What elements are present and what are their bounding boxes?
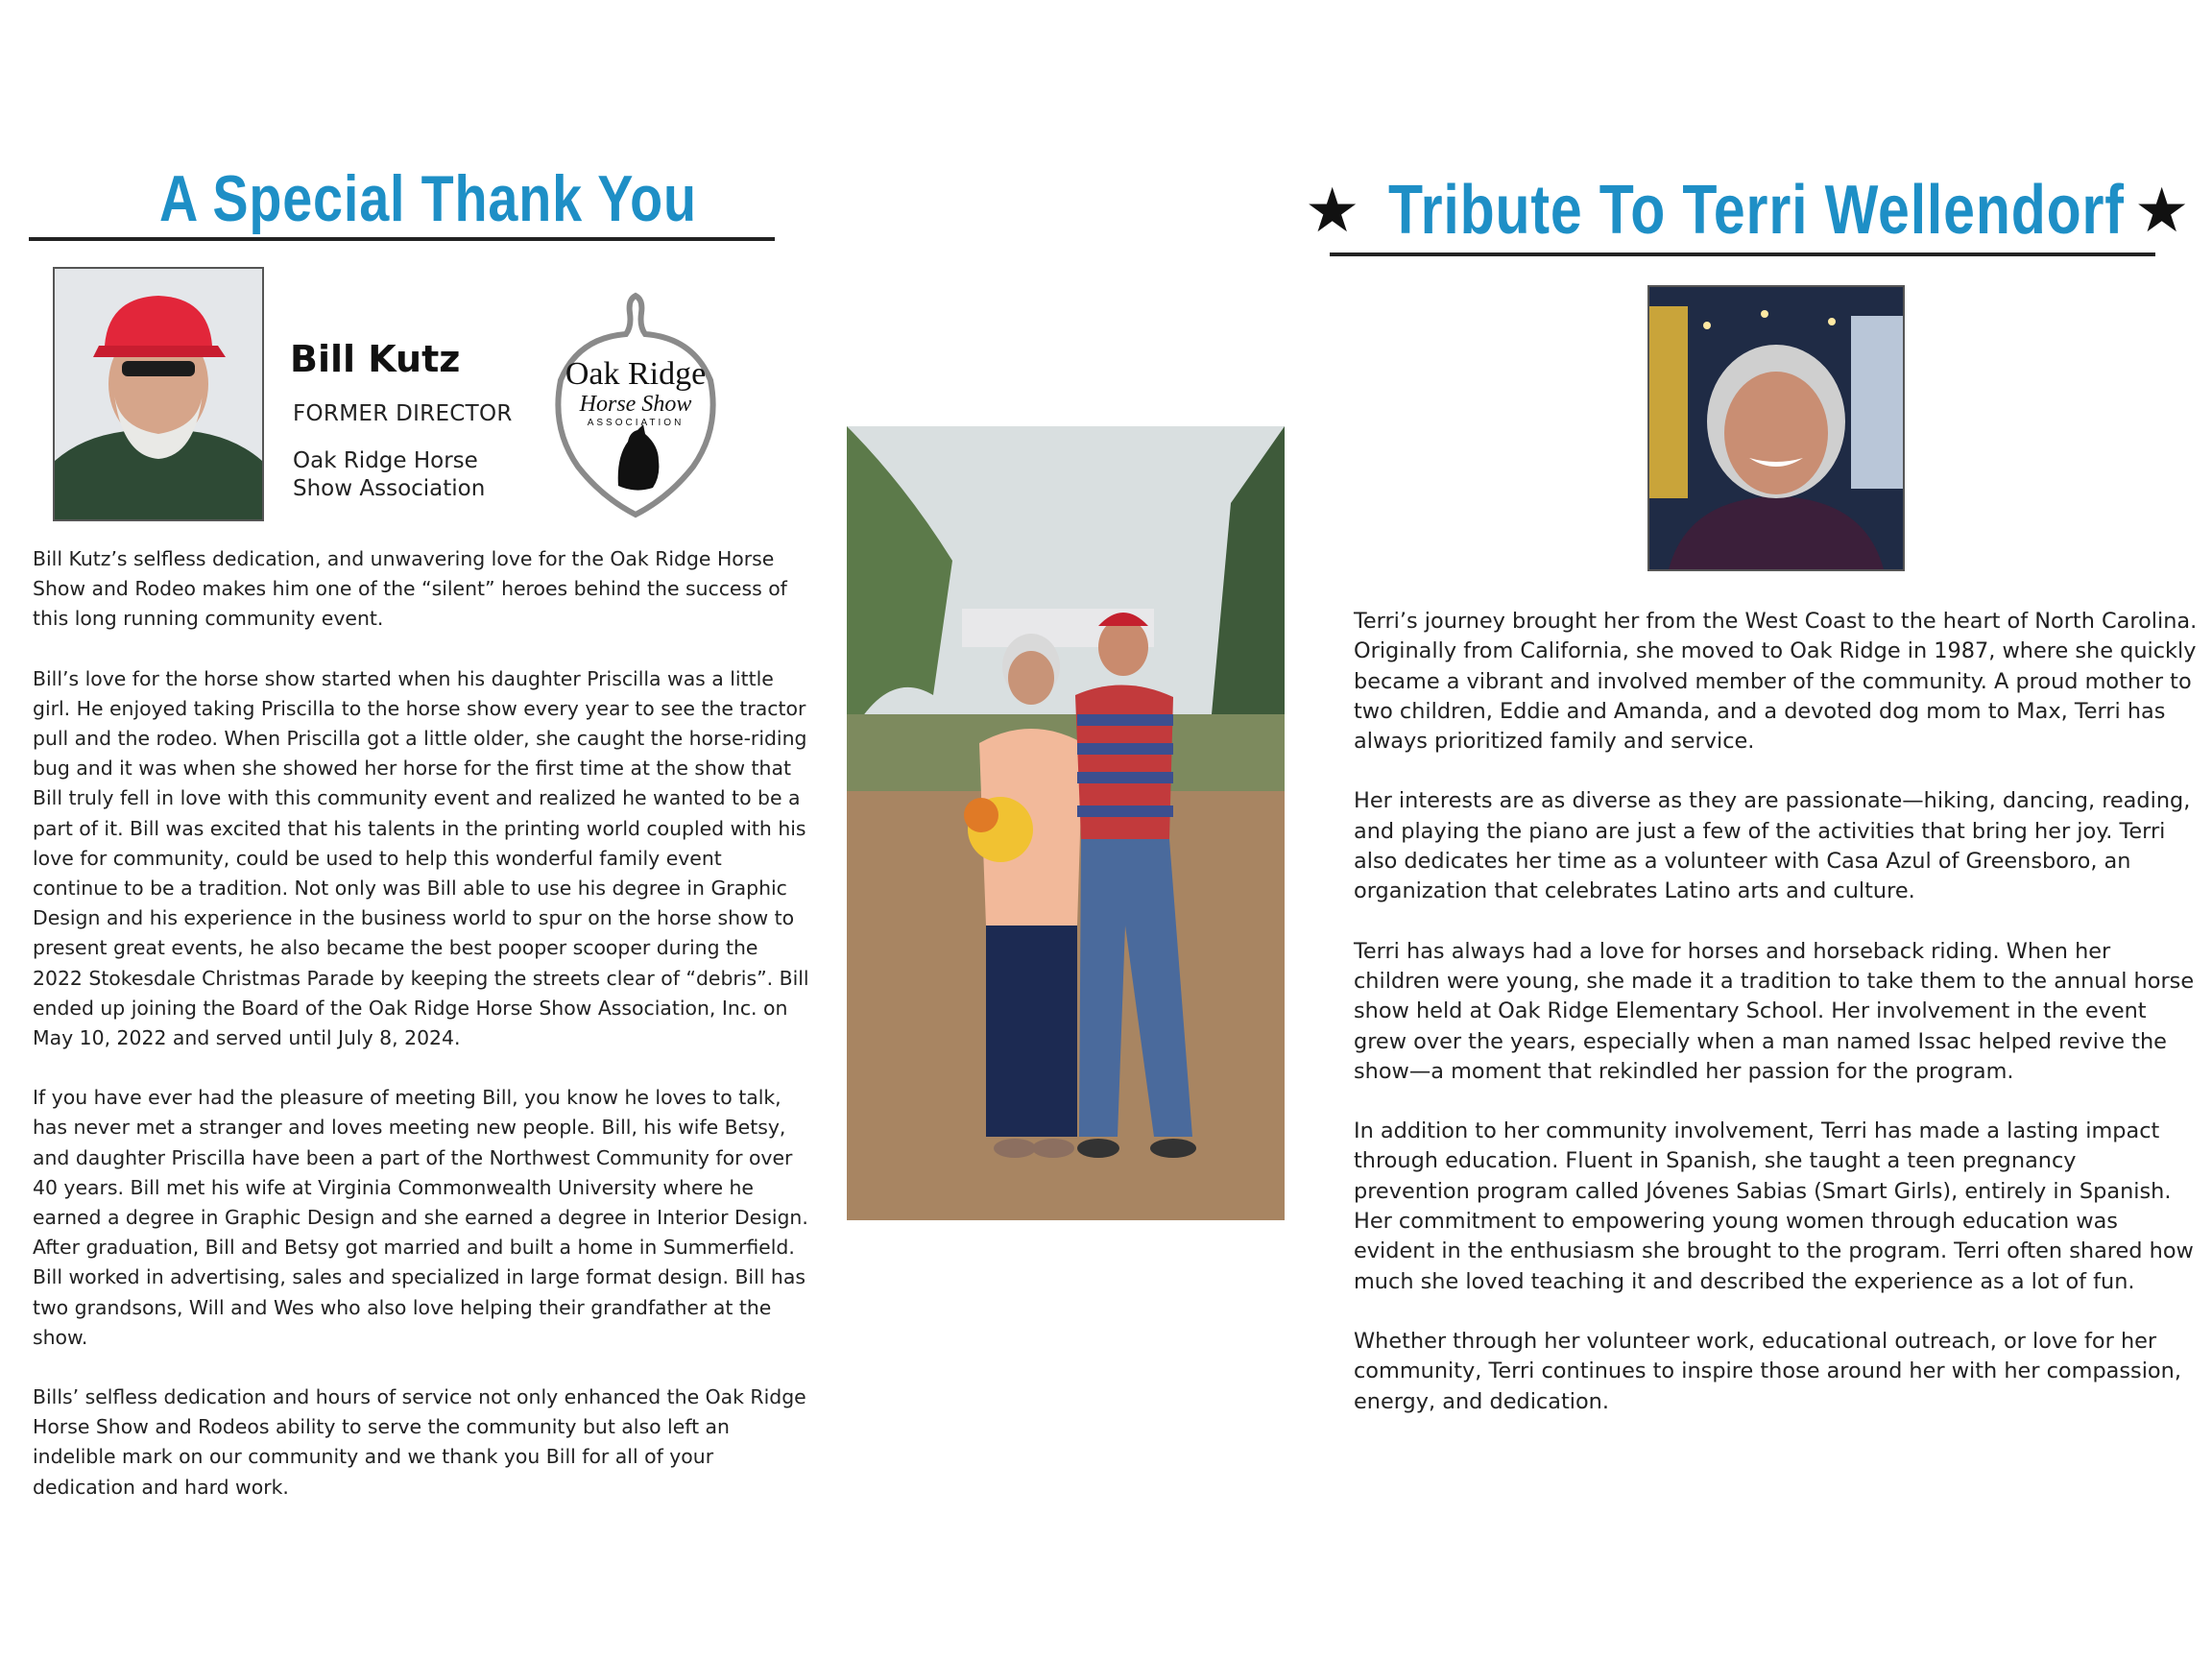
portrait-illustration xyxy=(55,269,262,519)
portrait-illustration xyxy=(1649,287,1903,569)
star-icon: ★ xyxy=(2134,176,2190,247)
paragraph: Bill’s love for the horse show started when his daughter Priscilla was a little girl. He enjoyed taking Priscilla to the horse show every year to see the tractor pull and the rodeo. When Priscilla got a little older, she caught the horse-riding bug and it was when she showed her horse for the first time at the show that Bill truly fell in love with this community event and realized he wanted to be a part of it. Bill was excited that his talents in the printing world coupled with his love for community, could be used to help this wonderful family event continue to be a tradition. Not only was Bill able to use his degree in Graphic Design and his experience in the business world to spur on the horse show to present great events, he also became the best pooper scooper during the 2022 Stokesdale Christmas Parade by keeping the streets clear of “debris”. Bill ended up joining the Board of the Oak Ridge Horse Show Association, Inc. on May 10, 2022 and served until July 8, 2024. xyxy=(33,666,809,1050)
paragraph: Terri has always had a love for horses and horseback riding. When her children were young, she made it a tradition to take them to the annual horse show held at Oak Ridge Elementary School. Her involvement in the event grew over the years, especially when a man named Issac helped revive the show—a moment that rekindled her passion for the program. xyxy=(1354,938,2195,1084)
acorn-logo-icon xyxy=(549,284,722,520)
paragraph: Bill Kutz’s selfless dedication, and unwavering love for the Oak Ridge Horse Show and Rodeo makes him one of the “silent” heroes behind the success of this long running community event. xyxy=(33,547,787,631)
terri-tribute-text xyxy=(1354,607,2199,1447)
person-organization: Oak Ridge Horse Show Association xyxy=(293,448,486,501)
paragraph: In addition to her community involvement, Terri has made a lasting impact through education. Fluent in Spanish, she taught a teen pregnancy prevention program called Jóvenes Sabias (Smart Girls), entirely in Spanish. Her commitment to empowering young women through education was evident in the enthusiasm she brought to the program. Terri often shared how much she loved teaching it and described the experience as a lot of fun. xyxy=(1354,1118,2194,1294)
star-icon: ★ xyxy=(1305,176,1360,247)
terri-wellendorf-photo xyxy=(1647,285,1905,571)
heading-divider xyxy=(1330,252,2155,256)
heading-divider xyxy=(29,237,775,241)
person-title: FORMER DIRECTOR xyxy=(293,401,513,426)
logo-line-1: Oak Ridge xyxy=(565,356,707,392)
bill-tribute-text xyxy=(33,544,812,1532)
paragraph: Whether through her volunteer work, educational outreach, or love for her community, Terri continues to inspire those around her with her compassion, energy, and dedication. xyxy=(1354,1328,2181,1414)
paragraph: Bills’ selfless dedication and hours of service not only enhanced the Oak Ridge Horse Show and Rodeos ability to serve the community but also left an indelible mark on our community and we thank you Bill for all of your dedication and hard work. xyxy=(33,1385,806,1499)
paragraph: Her interests are as diverse as they are passionate—hiking, dancing, reading, and playing the piano are just a few of the activities that bring her joy. Terri also dedicates her time as a volunteer with Casa Azul of Greensboro, an organization that celebrates Latino arts and culture. xyxy=(1354,788,2191,904)
page-title-tribute: Tribute To Terri Wellendorf xyxy=(1388,172,2125,249)
oak-ridge-horse-show-logo xyxy=(549,284,722,520)
bill-kutz-photo xyxy=(53,267,264,521)
paragraph: Terri’s journey brought her from the West Coast to the heart of North Carolina. Originally from California, she moved to Oak Ridge in 1987, where she quickly became a vibrant and involved member of the community. A proud mother to two children, Eddie and Amanda, and a devoted dog mom to Max, Terri has always prioritized family and service. xyxy=(1354,609,2198,755)
logo-line-2: Horse Show xyxy=(579,392,692,417)
couple-photo-illustration xyxy=(847,426,1285,1220)
page-title-special-thank-you: A Special Thank You xyxy=(159,162,697,235)
person-name: Bill Kutz xyxy=(290,338,461,380)
couple-photo xyxy=(847,426,1285,1220)
logo-line-3: ASSOCIATION xyxy=(587,418,685,428)
paragraph: If you have ever had the pleasure of meeting Bill, you know he loves to talk, has never met a stranger and loves meeting new people. Bill, his wife Betsy, and daughter Priscilla have been a part of the Northwest Community for over 40 years. Bill met his wife at Virginia Commonwealth University where he earned a degree in Graphic Design and she earned a degree in Interior Design. After graduation, Bill and Betsy got married and built a home in Summerfield. Bill worked in advertising, sales and specialized in large format design. Bill has two grandsons, Will and Wes who also love helping their grandfather at the show. xyxy=(33,1086,808,1349)
